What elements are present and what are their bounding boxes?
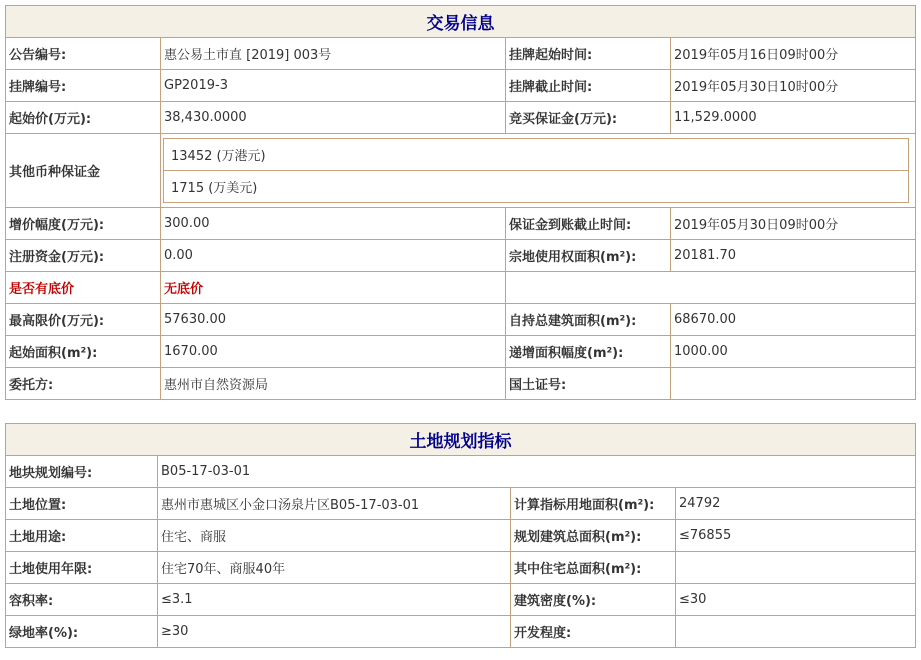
- other-deposit-list: [163, 138, 909, 203]
- list-start-label: 挂牌起始时间:: [506, 38, 671, 70]
- area-increment-label: 递增面积幅度(m²):: [506, 336, 671, 368]
- total-build-label: 规划建筑总面积(m²):: [511, 520, 676, 552]
- other-deposit-cell: [161, 134, 916, 208]
- reserve-label: 是否有底价: [6, 272, 161, 304]
- list-end-value: 2019年05月30日10时00分: [671, 70, 916, 102]
- plot-no-value: B05-17-03-01: [158, 456, 916, 488]
- location-value: 惠州市惠城区小金口汤泉片区B05-17-03-01: [158, 488, 511, 520]
- self-hold-value: 68670.00: [671, 304, 916, 336]
- max-price-label: 最高限价(万元):: [6, 304, 161, 336]
- deposit-deadline-label: 保证金到账截止时间:: [506, 208, 671, 240]
- reg-capital-value: 0.00: [161, 240, 506, 272]
- reserve-value: 无底价: [161, 272, 506, 304]
- cert-value: [671, 368, 916, 400]
- dev-value: [676, 616, 916, 648]
- other-deposit-label: 其他币种保证金: [6, 134, 161, 208]
- use-label: 土地用途:: [6, 520, 158, 552]
- far-label: 容积率:: [6, 584, 158, 616]
- list-no-label: 挂牌编号:: [6, 70, 161, 102]
- plot-no-label: 地块规划编号:: [6, 456, 158, 488]
- increment-value: 300.00: [161, 208, 506, 240]
- self-hold-label: 自持总建筑面积(m²):: [506, 304, 671, 336]
- trade-info-table: [5, 5, 916, 400]
- density-label: 建筑密度(%):: [511, 584, 676, 616]
- calc-area-value: 24792: [676, 488, 916, 520]
- entrust-label: 委托方:: [6, 368, 161, 400]
- deposit-value: 11,529.0000: [671, 102, 916, 134]
- density-value: ≤30: [676, 584, 916, 616]
- calc-area-label: 计算指标用地面积(m²):: [511, 488, 676, 520]
- increment-label: 增价幅度(万元):: [6, 208, 161, 240]
- announce-value: 惠公易土市直 [2019] 003号: [161, 38, 506, 70]
- empty-cell: [506, 272, 916, 304]
- other-deposit-usd: 1715 (万美元): [164, 171, 909, 203]
- reg-capital-label: 注册资金(万元):: [6, 240, 161, 272]
- green-value: ≥30: [158, 616, 511, 648]
- land-plan-table: [5, 423, 916, 648]
- other-deposit-hkd: 13452 (万港元): [164, 139, 909, 171]
- deposit-label: 竞买保证金(万元):: [506, 102, 671, 134]
- res-area-label: 其中住宅总面积(m²):: [511, 552, 676, 584]
- green-label: 绿地率(%):: [6, 616, 158, 648]
- entrust-value: 惠州市自然资源局: [161, 368, 506, 400]
- deposit-deadline-value: 2019年05月30日09时00分: [671, 208, 916, 240]
- location-label: 土地位置:: [6, 488, 158, 520]
- announce-label: 公告编号:: [6, 38, 161, 70]
- start-price-value: 38,430.0000: [161, 102, 506, 134]
- trade-info-title: 交易信息: [6, 6, 916, 38]
- dev-label: 开发程度:: [511, 616, 676, 648]
- start-area-value: 1670.00: [161, 336, 506, 368]
- list-start-value: 2019年05月16日09时00分: [671, 38, 916, 70]
- res-area-value: [676, 552, 916, 584]
- land-area-value: 20181.70: [671, 240, 916, 272]
- start-price-label: 起始价(万元):: [6, 102, 161, 134]
- list-end-label: 挂牌截止时间:: [506, 70, 671, 102]
- land-area-label: 宗地使用权面积(m²):: [506, 240, 671, 272]
- total-build-value: ≤76855: [676, 520, 916, 552]
- years-value: 住宅70年、商服40年: [158, 552, 511, 584]
- area-increment-value: 1000.00: [671, 336, 916, 368]
- years-label: 土地使用年限:: [6, 552, 158, 584]
- list-no-value: GP2019-3: [161, 70, 506, 102]
- far-value: ≤3.1: [158, 584, 511, 616]
- max-price-value: 57630.00: [161, 304, 506, 336]
- cert-label: 国土证号:: [506, 368, 671, 400]
- start-area-label: 起始面积(m²):: [6, 336, 161, 368]
- use-value: 住宅、商服: [158, 520, 511, 552]
- land-plan-title: 土地规划指标: [6, 424, 916, 456]
